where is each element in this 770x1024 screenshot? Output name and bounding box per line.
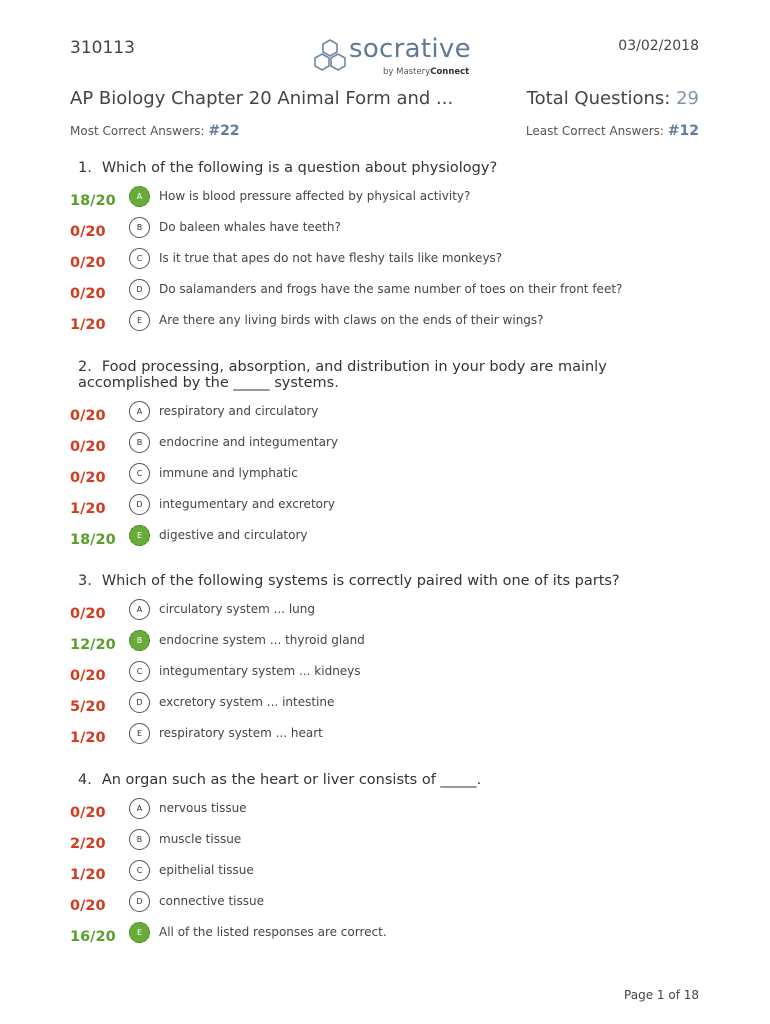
quiz-title: AP Biology Chapter 20 Animal Form and ... <box>70 88 454 109</box>
answer-text: integumentary system ... kidneys <box>159 664 361 678</box>
answer-row <box>70 860 630 884</box>
answer-letter-badge: C <box>129 248 150 269</box>
answer-text: digestive and circulatory <box>159 528 308 542</box>
answer-text: circulatory system ... lung <box>159 602 316 616</box>
answer-score: 0/20 <box>70 224 106 240</box>
most-correct-value: #22 <box>208 123 240 139</box>
answer-score: 0/20 <box>70 439 106 455</box>
total-questions-value: 29 <box>676 88 699 109</box>
report-id: 310113 <box>70 38 135 58</box>
question-prompt-line-2: accomplished by the _____ systems. <box>78 375 339 391</box>
answer-text: respiratory system ... heart <box>159 726 323 740</box>
question-1 <box>70 160 630 333</box>
least-correct-value: #12 <box>667 123 699 139</box>
total-questions-label: Total Questions: <box>526 88 677 109</box>
answer-row <box>70 723 630 747</box>
question-prompt: Which of the following is a question about physiology? <box>101 160 498 176</box>
question-number: 2. <box>78 359 92 375</box>
answer-letter-badge: B <box>129 829 150 850</box>
answer-row <box>70 401 630 425</box>
question-3 <box>70 573 630 746</box>
answer-score: 1/20 <box>70 317 106 333</box>
answer-score: 18/20 <box>70 193 116 209</box>
answer-letter-badge: D <box>129 891 150 912</box>
answer-letter-badge: E <box>129 723 150 744</box>
answer-row <box>70 891 630 915</box>
answer-letter-badge: C <box>129 463 150 484</box>
answer-score: 1/20 <box>70 867 106 883</box>
answer-row <box>70 279 630 303</box>
answer-row <box>70 248 630 272</box>
answer-score: 0/20 <box>70 606 106 622</box>
answer-text: All of the listed responses are correct. <box>159 925 387 939</box>
least-correct-label: Least Correct Answers: <box>525 124 668 138</box>
answer-row <box>70 798 630 822</box>
logo-byline <box>383 67 469 77</box>
most-correct-label: Most Correct Answers: <box>70 124 209 138</box>
logo-by-prefix: by <box>383 67 397 77</box>
question-2 <box>70 359 630 548</box>
answer-row <box>70 525 630 549</box>
question-prompt: Food processing, absorption, and distribution in your body are mainly <box>101 359 607 375</box>
answer-text: endocrine system ... thyroid gland <box>159 633 365 647</box>
answer-row <box>70 692 630 716</box>
answer-score: 0/20 <box>70 668 106 684</box>
answer-letter-badge: C <box>129 860 150 881</box>
answer-row <box>70 432 630 456</box>
answer-letter-badge: C <box>129 661 150 682</box>
answer-row <box>70 829 630 853</box>
question-prompt: An organ such as the heart or liver consists of _____. <box>101 772 482 788</box>
answer-score: 1/20 <box>70 501 106 517</box>
socrative-logo <box>313 36 473 82</box>
question-4 <box>70 772 630 945</box>
correct-answer-badge: E <box>129 525 150 546</box>
answer-score: 5/20 <box>70 699 106 715</box>
least-correct-answers <box>526 123 699 139</box>
answer-row <box>70 217 630 241</box>
answer-letter-badge: A <box>129 798 150 819</box>
answer-text: immune and lymphatic <box>159 466 298 480</box>
correct-answer-badge: B <box>129 630 150 651</box>
answer-text: Is it true that apes do not have fleshy tails like monkeys? <box>159 251 503 265</box>
answer-score: 0/20 <box>70 286 106 302</box>
answer-letter-badge: D <box>129 692 150 713</box>
answer-score: 0/20 <box>70 408 106 424</box>
question-text <box>78 573 630 589</box>
answer-row <box>70 630 630 654</box>
answer-letter-badge: E <box>129 310 150 331</box>
answer-text: excretory system ... intestine <box>159 695 335 709</box>
answer-text: connective tissue <box>159 894 264 908</box>
answer-row <box>70 494 630 518</box>
answer-row <box>70 186 630 210</box>
answer-score: 0/20 <box>70 805 106 821</box>
total-questions <box>527 88 699 109</box>
logo-brand-mastery: Mastery <box>396 67 431 77</box>
logo-wordmark: socrative <box>349 34 471 64</box>
answer-letter-badge: B <box>129 432 150 453</box>
correct-answer-badge: E <box>129 922 150 943</box>
answer-score: 12/20 <box>70 637 116 653</box>
question-text <box>78 772 630 788</box>
answer-score: 2/20 <box>70 836 106 852</box>
answer-row <box>70 463 630 487</box>
question-text <box>78 359 630 391</box>
answer-text: nervous tissue <box>159 801 247 815</box>
answer-letter-badge: A <box>129 599 150 620</box>
question-number: 3. <box>78 573 92 589</box>
answer-text: muscle tissue <box>159 832 242 846</box>
answer-text: endocrine and integumentary <box>159 435 339 449</box>
answer-text: How is blood pressure affected by physical activity? <box>159 189 471 203</box>
answer-score: 0/20 <box>70 470 106 486</box>
answer-text: integumentary and excretory <box>159 497 336 511</box>
answer-text: Do baleen whales have teeth? <box>159 220 341 234</box>
report-date: 03/02/2018 <box>618 38 699 54</box>
answer-score: 0/20 <box>70 898 106 914</box>
answer-score: 1/20 <box>70 730 106 746</box>
answer-score: 16/20 <box>70 929 116 945</box>
question-text <box>78 160 630 176</box>
answer-letter-badge: D <box>129 279 150 300</box>
page-number: Page 1 of 18 <box>624 988 699 1002</box>
answer-row <box>70 922 630 946</box>
answer-score: 0/20 <box>70 255 106 271</box>
hexagon-cluster-icon <box>313 38 347 76</box>
logo-brand-connect: Connect <box>430 67 470 77</box>
correct-answer-badge: A <box>129 186 150 207</box>
answer-row <box>70 661 630 685</box>
answer-text: respiratory and circulatory <box>159 404 319 418</box>
answer-letter-badge: A <box>129 401 150 422</box>
answer-score: 18/20 <box>70 532 116 548</box>
answer-text: epithelial tissue <box>159 863 254 877</box>
answer-row <box>70 599 630 623</box>
answer-row <box>70 310 630 334</box>
question-number: 1. <box>78 160 92 176</box>
answer-letter-badge: B <box>129 217 150 238</box>
question-prompt: Which of the following systems is correctly paired with one of its parts? <box>101 573 620 589</box>
answer-text: Do salamanders and frogs have the same number of toes on their front feet? <box>159 282 623 296</box>
answer-letter-badge: D <box>129 494 150 515</box>
answer-text: Are there any living birds with claws on the ends of their wings? <box>159 313 544 327</box>
most-correct-answers <box>70 123 240 139</box>
question-number: 4. <box>78 772 92 788</box>
